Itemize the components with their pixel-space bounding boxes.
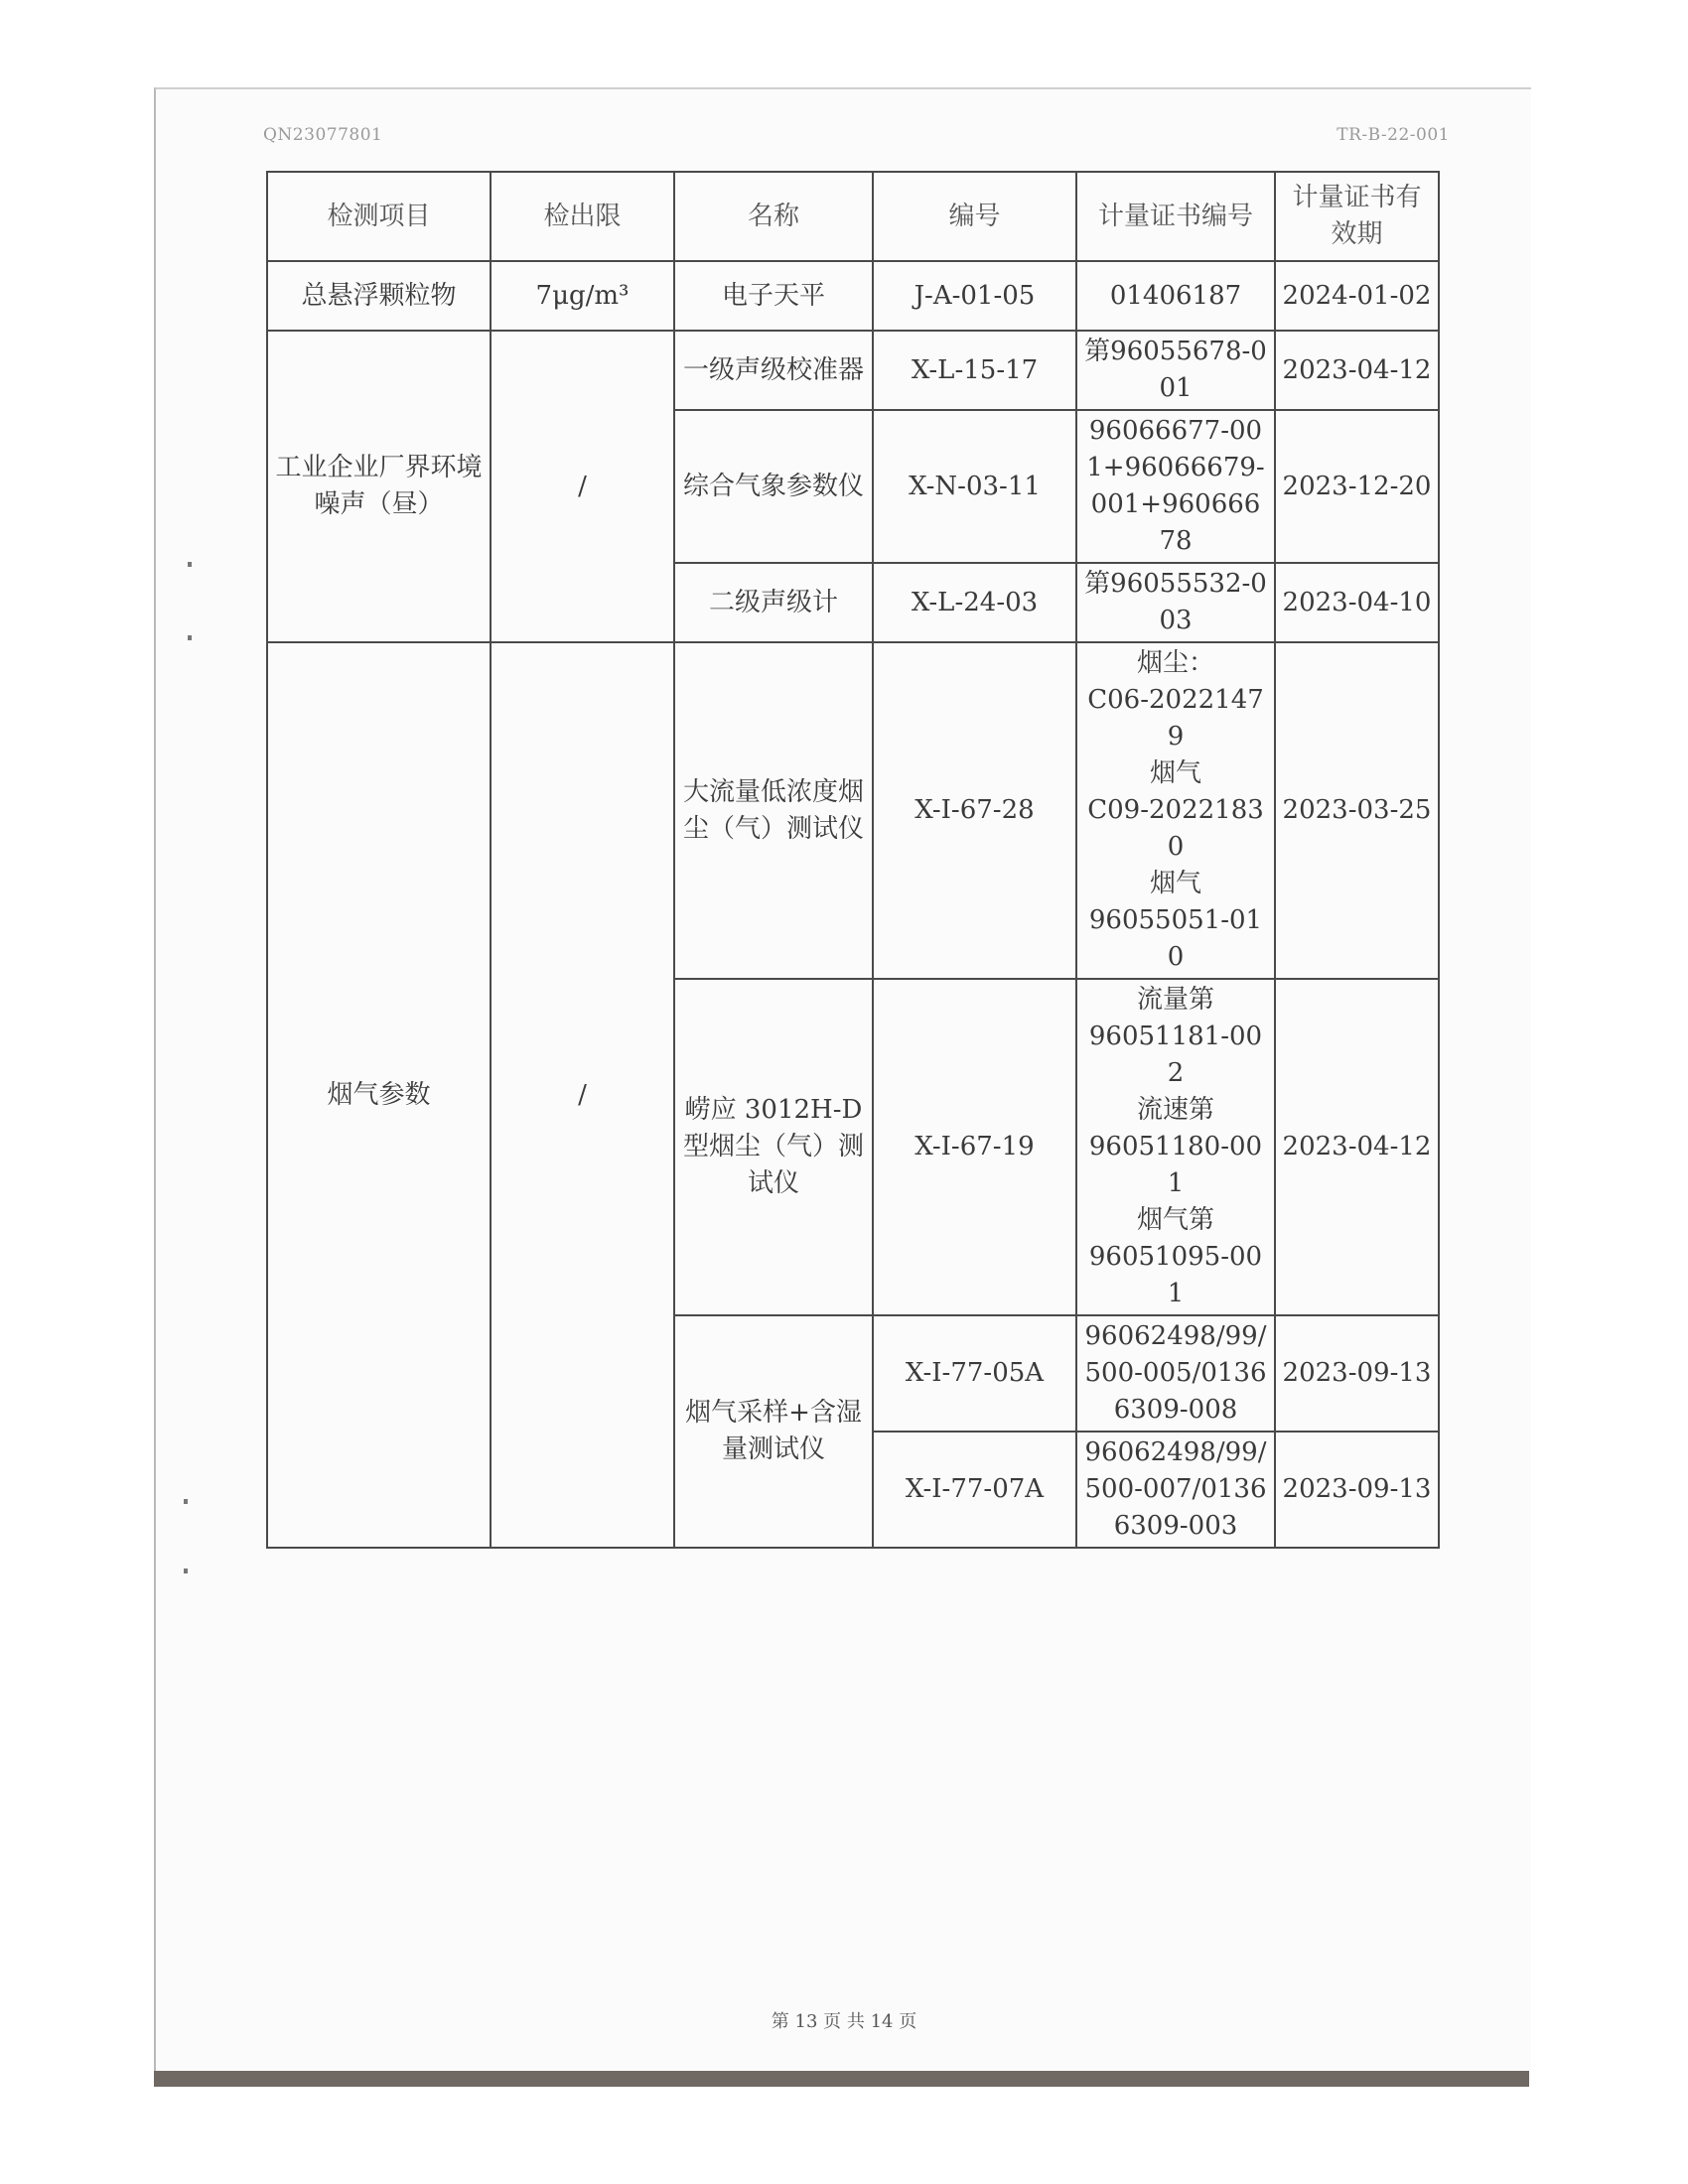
validity-cell: 2023-09-13 (1275, 1432, 1439, 1548)
report-number: QN23077801 (263, 125, 383, 145)
instrument-id-cell: J-A-01-05 (873, 261, 1076, 331)
instrument-id-cell: X-L-24-03 (873, 563, 1076, 642)
instrument-id-cell: X-N-03-11 (873, 410, 1076, 563)
instrument-id-cell: X-I-67-28 (873, 642, 1076, 979)
instrument-id-cell: X-I-77-07A (873, 1432, 1076, 1548)
detection-limit-cell: / (491, 642, 674, 1548)
test-item-cell: 总悬浮颗粒物 (267, 261, 491, 331)
validity-cell: 2024-01-02 (1275, 261, 1439, 331)
table-row (267, 331, 1439, 410)
header-instrument-name: 名称 (674, 172, 873, 261)
instrument-name-cell: 一级声级校准器 (674, 331, 873, 410)
instrument-id-cell: X-L-15-17 (873, 331, 1076, 410)
header-certificate-no: 计量证书编号 (1076, 172, 1275, 261)
instrument-name-cell: 崂应 3012H-D 型烟尘（气）测试仪 (674, 979, 873, 1315)
header-certificate-validity: 计量证书有效期 (1275, 172, 1439, 261)
certificate-no-cell: 烟尘： C06-20221479 烟气 C09-20221830 烟气 96055051-010 (1076, 642, 1275, 979)
test-item-cell: 烟气参数 (267, 642, 491, 1548)
instrument-name-cell: 二级声级计 (674, 563, 873, 642)
validity-cell: 2023-09-13 (1275, 1315, 1439, 1432)
validity-cell: 2023-04-12 (1275, 331, 1439, 410)
validity-cell: 2023-03-25 (1275, 642, 1439, 979)
header-test-item: 检测项目 (267, 172, 491, 261)
scan-speck (188, 562, 192, 567)
page-number: 第 13 页 共 14 页 (771, 2011, 917, 2032)
certificate-no-cell: 96066677-001+96066679-001+96066678 (1076, 410, 1275, 563)
header-detection-limit: 检出限 (491, 172, 674, 261)
scan-speck (184, 1499, 188, 1504)
table-row (267, 642, 1439, 979)
certificate-no-cell: 01406187 (1076, 261, 1275, 331)
instrument-id-cell: X-I-67-19 (873, 979, 1076, 1315)
form-number: TR-B-22-001 (1336, 125, 1450, 145)
validity-cell: 2023-12-20 (1275, 410, 1439, 563)
certificate-no-cell: 96062498/99/500-007/01366309-003 (1076, 1432, 1275, 1548)
instrument-name-cell: 大流量低浓度烟尘（气）测试仪 (674, 642, 873, 979)
scan-speck (184, 1569, 188, 1573)
detection-limit-cell: 7μg/m³ (491, 261, 674, 331)
table-row (267, 261, 1439, 331)
table-header-row (267, 172, 1439, 261)
instrument-name-cell: 综合气象参数仪 (674, 410, 873, 563)
validity-cell: 2023-04-12 (1275, 979, 1439, 1315)
test-item-cell: 工业企业厂界环境噪声（昼） (267, 331, 491, 642)
certificate-no-cell: 第96055678-001 (1076, 331, 1275, 410)
instrument-name-cell: 电子天平 (674, 261, 873, 331)
certificate-no-cell: 第96055532-003 (1076, 563, 1275, 642)
instrument-name-cell: 烟气采样+含湿量测试仪 (674, 1315, 873, 1548)
scan-speck (188, 635, 192, 640)
background-floor (154, 2071, 1529, 2087)
header-instrument-id: 编号 (873, 172, 1076, 261)
certificate-no-cell: 流量第 96051181-002 流速第 96051180-001 烟气第 96051095-001 (1076, 979, 1275, 1315)
instrument-id-cell: X-I-77-05A (873, 1315, 1076, 1432)
certificate-no-cell: 96062498/99/500-005/01366309-008 (1076, 1315, 1275, 1432)
validity-cell: 2023-04-10 (1275, 563, 1439, 642)
detection-limit-cell: / (491, 331, 674, 642)
equipment-table (266, 171, 1440, 1549)
